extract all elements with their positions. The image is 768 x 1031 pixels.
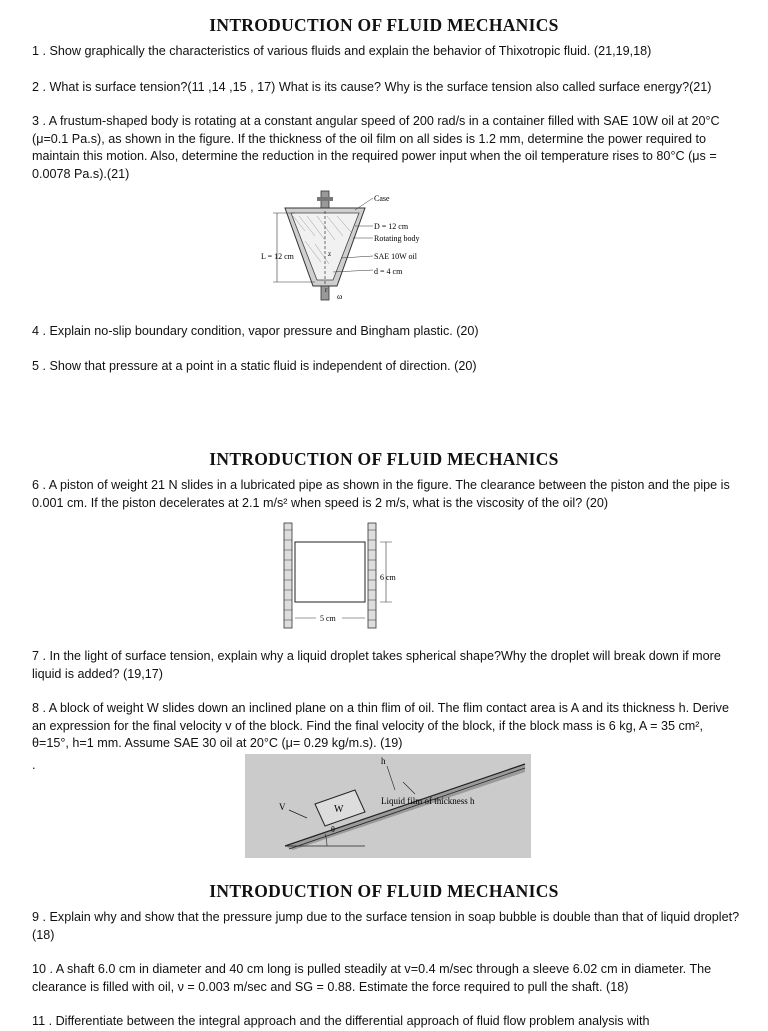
section-heading-2: INTRODUCTION OF FLUID MECHANICS (209, 449, 559, 469)
question-4: 4 . Explain no-slip boundary condition, vapor pressure and Bingham plastic. (20) (32, 324, 479, 338)
fig1-d-small-label: d = 4 cm (374, 267, 403, 276)
fig3-block-label: W (334, 804, 344, 815)
fig2-width-label: 5 cm (320, 614, 336, 623)
fig3-theta-label: θ (331, 825, 335, 834)
question-8: 8 . A block of weight W slides down an inclined plane on a thin flim of oil. The flim contact area is A and its thickness h. Derive an expression for the final velocity v of the block. Find the final velocity of the block, if the block mass is 6 kg, A = 35 cm², θ=15°, h=1 mm. Assume SAE 30 oil at 20°C (μ= 0.29 kg/m.s). (19) (32, 701, 729, 750)
question-3: 3 . A frustum-shaped body is rotating at a constant angular speed of 200 rad/s in a container filled with SAE 10W oil at 20°C (μ=0.1 Pa.s), as shown in the figure. If the thickness of the oil film on all sides is 1.2 mm, determine the power required to maintain this motion. Also, determine the reduction in the required power input when the oil temperature rises to 80°C (μs = 0.0078 Pa.s).(21) (32, 114, 720, 181)
question-5: 5 . Show that pressure at a point in a static fluid is independent of direction. (20) (32, 359, 477, 373)
question-10: 10 . A shaft 6.0 cm in diameter and 40 cm long is pulled steadily at v=0.4 m/sec through a sleeve 6.02 cm in diameter. The clearance is filled with oil, ν = 0.003 m/sec and SG = 0.88. Estimate the force required to pull the shaft. (18) (32, 962, 712, 994)
section-heading-3: INTRODUCTION OF FLUID MECHANICS (209, 881, 559, 901)
question-2: 2 . What is surface tension?(11 ,14 ,15 , 17) What is its cause? Why is the surface tension also called surface energy?(21) (32, 80, 712, 94)
fig1-case-label: Case (374, 194, 390, 203)
figure-frustum (255, 186, 465, 311)
fig1-rotating-label: Rotating body (374, 234, 420, 243)
question-7: 7 . In the light of surface tension, explain why a liquid droplet takes spherical shape?Why the droplet will break down if more liquid is added? (19,17) (32, 649, 721, 681)
fig3-h-label: h (381, 756, 386, 766)
question-9: 9 . Explain why and show that the pressure jump due to the surface tension in soap bubble is double than that of liquid droplet? (18) (32, 910, 740, 942)
fig3-v-label: V (279, 802, 286, 812)
fig1-d-big-label: D = 12 cm (374, 222, 409, 231)
fig1-length-label: L = 12 cm (261, 252, 294, 261)
stray-dot: . (32, 758, 36, 772)
section-heading-1: INTRODUCTION OF FLUID MECHANICS (209, 15, 559, 35)
fig2-height-label: 6 cm (380, 573, 396, 582)
question-11: 11 . Differentiate between the integral approach and the differential approach of fluid flow problem analysis with (32, 1014, 650, 1028)
figure-incline-photo (245, 754, 531, 863)
fig1-oil-label: SAE 10W oil (374, 252, 417, 261)
fig1-z-label: z (328, 250, 332, 258)
question-1: 1 . Show graphically the characteristics of various fluids and explain the behavior of Thixotropic fluid. (21,19,18) (32, 44, 652, 58)
fig3-film-label: Liquid film of thickness h (381, 796, 475, 806)
fig1-r-label: r (325, 286, 328, 294)
figure-piston (280, 520, 410, 640)
question-6: 6 . A piston of weight 21 N slides in a lubricated pipe as shown in the figure. The clearance between the piston and the pipe is 0.001 cm. If the piston decelerates at 2.1 m/s² when speed is 2 m/s, what is the viscosity of the oil? (20) (32, 478, 730, 510)
fig1-omega-label: ω (337, 292, 343, 301)
